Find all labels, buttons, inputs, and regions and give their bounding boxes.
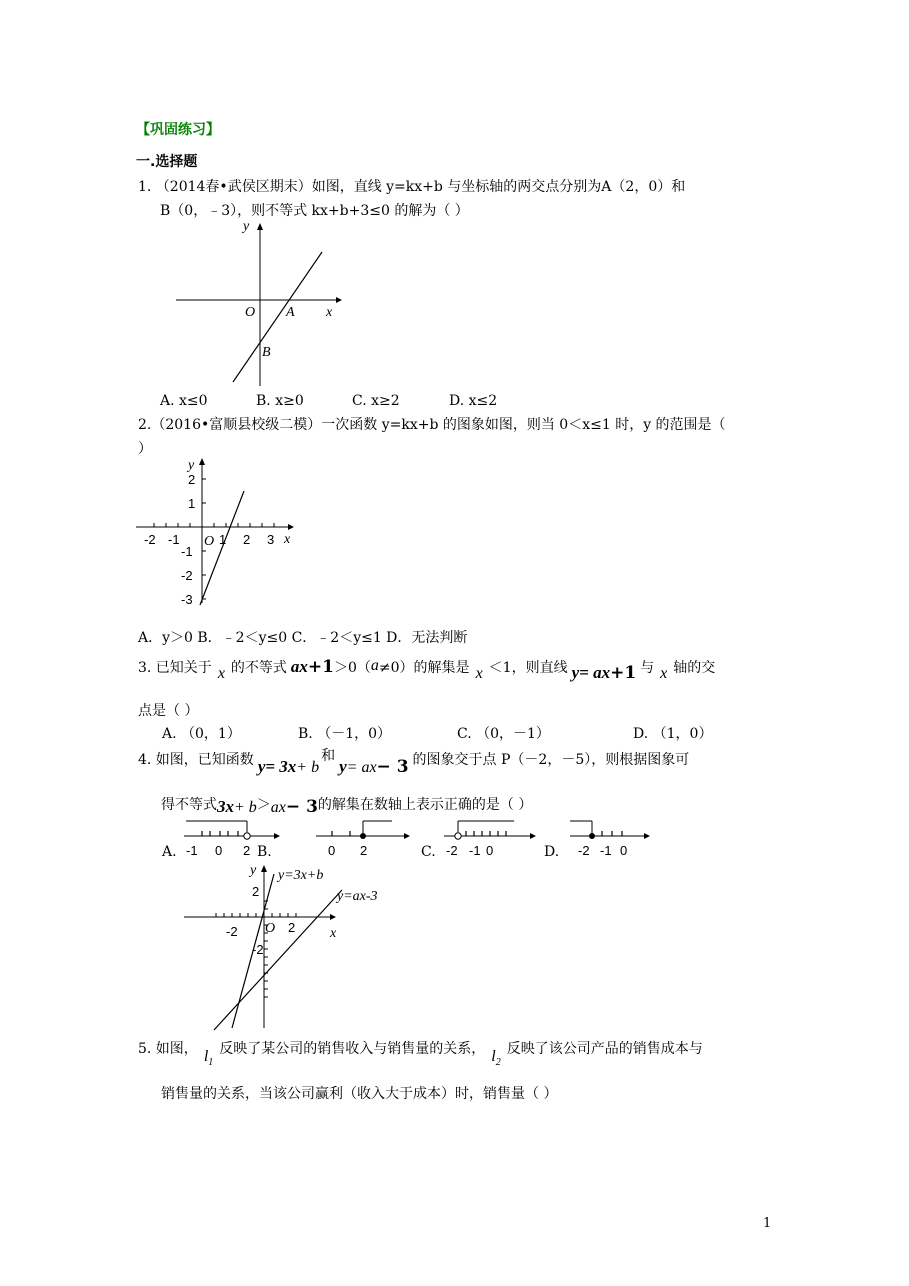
q4-a-tick: -1 bbox=[186, 843, 198, 858]
q3-option-d: D. （1，0） bbox=[633, 726, 713, 742]
q1-point-b-label: B bbox=[262, 345, 271, 360]
q5-line2: 销售量的关系，当该公司赢利（收入大于成本）时，销售量（ ） bbox=[161, 1086, 558, 1102]
page-number: 1 bbox=[763, 1216, 772, 1231]
q4-c-tick: -1 bbox=[469, 843, 481, 858]
q2-tick-x: 2 bbox=[243, 532, 251, 547]
q1-line1: 1. （2014春•武侯区期末）如图，直线 y=kx+b 与坐标轴的两交点分别为A（2，0）和 bbox=[138, 179, 686, 195]
q4-d-tick: 0 bbox=[620, 843, 628, 858]
q1-option-c: C. x≥2 bbox=[352, 393, 400, 409]
q4-tick-y-neg2: -2 bbox=[252, 942, 264, 957]
q4-c-tick: 0 bbox=[486, 843, 494, 858]
q4-option-c-letter: C. bbox=[421, 844, 436, 860]
q4-option-d-letter: D. bbox=[544, 844, 560, 860]
q2-tick-y: -1 bbox=[181, 544, 193, 559]
q2-tick-y: -2 bbox=[181, 568, 193, 583]
q4-b-tick: 0 bbox=[328, 843, 336, 858]
q4-option-c-numberline bbox=[444, 816, 544, 862]
q3-line1: 3. 已知关于 x 的不等式 ax+1＞0（a≠0）的解集是 x ＜1，则直线 y= ax+1 与 x 轴的交 bbox=[138, 657, 716, 683]
q3-option-c: C. （0，－1） bbox=[457, 726, 550, 742]
q5-line1: 5. 如图， $l_1$反映了某公司的销售收入与销售量的关系， $l_2$反映了该公司产品的销售成本与 bbox=[138, 1041, 703, 1068]
q2-x-label: x bbox=[284, 532, 291, 547]
q4-option-b-numberline bbox=[316, 816, 416, 862]
q4-option-a-letter: A. bbox=[162, 844, 177, 860]
q4-option-d-numberline bbox=[570, 816, 660, 862]
q2-y-label: y bbox=[188, 458, 195, 473]
q2-line1: 2.（2016•富顺县校级二模）一次函数 y=kx+b 的图象如图，则当 0＜x≤1 时，y 的范围是（ bbox=[138, 417, 726, 433]
q2-tick-x: -2 bbox=[144, 532, 156, 547]
q4-a-tick: 2 bbox=[243, 843, 251, 858]
q4-tick-x-neg2: -2 bbox=[226, 924, 238, 939]
q4-line2-label: y=ax-3 bbox=[337, 889, 378, 904]
q2-tick-y: -3 bbox=[181, 592, 193, 607]
q2-tick-x: -1 bbox=[168, 532, 180, 547]
q4-line2: 得不等式3x+ b＞ax− 3的解集在数轴上表示正确的是（ ） bbox=[161, 797, 533, 817]
q4-tick-y-2: 2 bbox=[252, 884, 260, 899]
q4-a-tick: 0 bbox=[215, 843, 223, 858]
q4-c-tick: -2 bbox=[446, 843, 458, 858]
q4-d-tick: -2 bbox=[578, 843, 590, 858]
q1-x-label: x bbox=[326, 305, 333, 320]
q1-point-a-label: A bbox=[286, 305, 295, 320]
q4-origin-label: O bbox=[265, 921, 276, 936]
q4-option-b-letter: B. bbox=[257, 844, 272, 860]
q2-origin-label: O bbox=[204, 534, 215, 549]
q4-b-tick: 2 bbox=[360, 843, 368, 858]
q4-y-label: y bbox=[250, 863, 257, 878]
q4-d-tick: -1 bbox=[600, 843, 612, 858]
section-title: 一.选择题 bbox=[136, 154, 198, 170]
q2-line2: ） bbox=[138, 441, 152, 457]
q2-tick-y: 1 bbox=[188, 496, 196, 511]
q2-options: A．y＞0 B．﹣2＜y≤0 C．﹣2＜y≤1 D．无法判断 bbox=[138, 630, 468, 646]
q4-line1: 4. 如图，已知函数 y= 3x+ b和y= ax− 3 的图象交于点 P（－2，－5），则根据图象可 bbox=[138, 748, 690, 777]
q1-graph bbox=[170, 218, 350, 390]
q4-graph bbox=[180, 860, 380, 1035]
q2-tick-x: 3 bbox=[267, 532, 275, 547]
q1-origin-label: O bbox=[245, 305, 256, 320]
q1-option-d: D. x≤2 bbox=[449, 393, 498, 409]
q3-option-a: A. （0，1） bbox=[162, 726, 241, 742]
q4-line1-label: y=3x+b bbox=[278, 868, 324, 883]
q3-option-b: B. （－1，0） bbox=[298, 726, 392, 742]
q1-option-b: B. x≥0 bbox=[256, 393, 304, 409]
q4-x-label: x bbox=[330, 926, 337, 941]
q3-line2: 点是（ ） bbox=[138, 703, 199, 719]
q2-graph bbox=[136, 455, 296, 610]
q1-option-a: A. x≤0 bbox=[160, 393, 208, 409]
q1-line2: B（0，﹣3），则不等式 kx+b+3≤0 的解为（ ） bbox=[160, 203, 469, 219]
q1-y-label: y bbox=[243, 219, 250, 234]
section-header: 【巩固练习】 bbox=[136, 122, 220, 138]
q4-tick-x-2: 2 bbox=[288, 920, 296, 935]
q2-tick-y: 2 bbox=[188, 472, 196, 487]
q2-tick-x: 1 bbox=[219, 532, 227, 547]
